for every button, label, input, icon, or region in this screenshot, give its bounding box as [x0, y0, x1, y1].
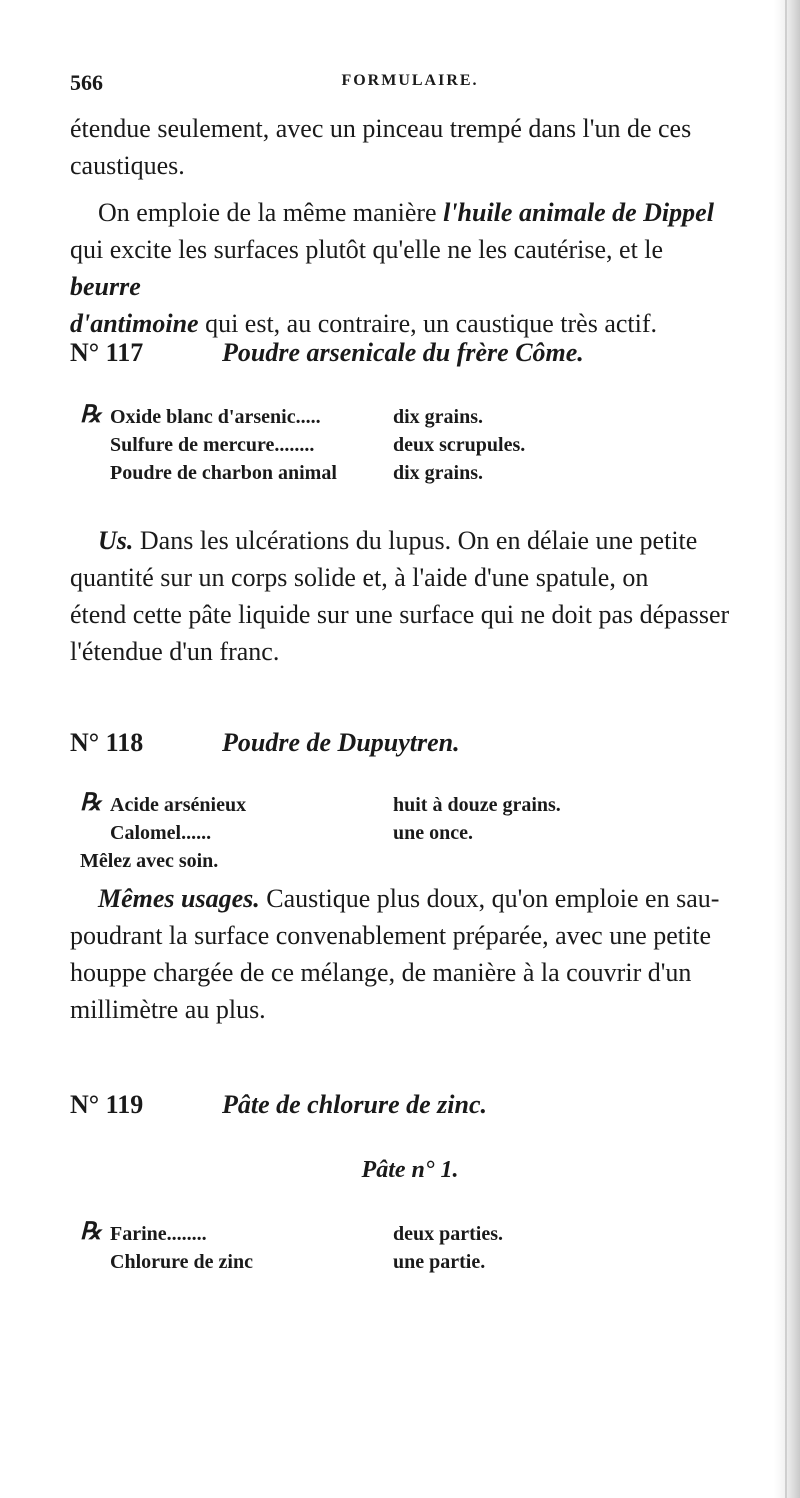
text-span: Caustique plus doux, qu'on emploie en sau- [259, 884, 720, 913]
ingredient-row [80, 791, 600, 819]
emphasis: beurre [70, 272, 141, 301]
text-span: On emploie de la même manière [98, 198, 444, 227]
ingredient-name: Farine........ [110, 1223, 207, 1245]
text-span: Dans les ulcérations du lupus. On en délaie une petite [133, 526, 698, 555]
text-line: poudrant la surface convenablement préparée, avec une petite [70, 921, 711, 950]
text-span: qui est, au contraire, un caustique très actif. [198, 309, 658, 338]
ingredient-quantity: deux scrupules. [393, 434, 526, 456]
usage-label: Us. [98, 526, 134, 555]
instruction-row [80, 847, 600, 875]
text-line: caustiques. [70, 151, 185, 180]
ingredient-name: Poudre de charbon animal [110, 462, 337, 484]
usage-paragraph-118 [70, 880, 740, 1028]
formula-number: N° 119 [70, 1090, 144, 1119]
page-number: 566 [70, 70, 103, 95]
ingredient-name: Calomel...... [110, 822, 212, 844]
text-line [70, 231, 740, 305]
recipe-symbol-icon: ℞ [80, 790, 102, 816]
page-edge-shadow [774, 0, 800, 1498]
ingredient-quantity: une partie. [393, 1251, 486, 1273]
text-line: étend cette pâte liquide sur une surface qui ne doit pas dépasser [70, 600, 730, 629]
formula-number: N° 118 [70, 728, 144, 757]
ingredient-name: Oxide blanc d'arsenic..... [110, 406, 321, 428]
usage-label: Mêmes usages. [98, 884, 260, 913]
ingredient-quantity: dix grains. [393, 406, 484, 428]
emphasis: l'huile animale de Dippel [443, 198, 714, 227]
recipe-119 [80, 1220, 600, 1276]
text-line: houppe chargée de ce mélange, de manière à la couvrir d'un [70, 958, 692, 987]
ingredient-row [80, 1248, 600, 1276]
paragraph-continuation [70, 110, 740, 184]
page-edge-line [785, 0, 787, 1498]
ingredient-quantity: une once. [393, 822, 473, 844]
page-header [70, 70, 750, 100]
instruction-text: Mêlez avec soin. [80, 850, 219, 872]
text-line: millimètre au plus. [70, 995, 266, 1024]
formula-title: Poudre arsenicale du frère Côme. [222, 338, 584, 367]
recipe-symbol-icon: ℞ [80, 402, 102, 428]
paragraph-dippel [70, 194, 740, 342]
ingredient-quantity: huit à douze grains. [393, 794, 561, 816]
ingredient-row [80, 1220, 600, 1248]
emphasis: d'antimoine [70, 309, 199, 338]
running-title: FORMULAIRE. [341, 72, 479, 89]
text-line: l'étendue d'un franc. [70, 637, 280, 666]
ingredient-name: Sulfure de mercure........ [110, 434, 315, 456]
recipe-118 [80, 791, 600, 875]
text-line: quantité sur un corps solide et, à l'aide d'une spatule, on [70, 563, 649, 592]
formula-subtitle: Pâte n° 1. [361, 1157, 459, 1183]
ingredient-quantity: deux parties. [393, 1223, 503, 1245]
text-line [70, 880, 740, 917]
ingredient-name: Chlorure de zinc [110, 1251, 253, 1273]
text-line: étendue seulement, avec un pinceau trempé dans l'un de ces [70, 114, 692, 143]
text-line [70, 194, 740, 231]
ingredient-row [80, 431, 600, 459]
ingredient-row [80, 403, 600, 431]
formula-title: Pâte de chlorure de zinc. [222, 1090, 488, 1119]
ingredient-row [80, 459, 600, 487]
usage-paragraph-117 [70, 522, 740, 670]
ingredient-name: Acide arsénieux [110, 794, 247, 816]
ingredient-quantity: dix grains. [393, 462, 484, 484]
formula-title: Poudre de Dupuytren. [222, 728, 460, 757]
ingredient-row [80, 819, 600, 847]
text-line [70, 522, 740, 559]
text-span: qui excite les surfaces plutôt qu'elle ne les cautérise, et le [70, 235, 664, 264]
formula-number: N° 117 [70, 338, 144, 367]
text-line [70, 305, 740, 342]
recipe-117 [80, 403, 600, 487]
recipe-symbol-icon: ℞ [80, 1219, 102, 1245]
